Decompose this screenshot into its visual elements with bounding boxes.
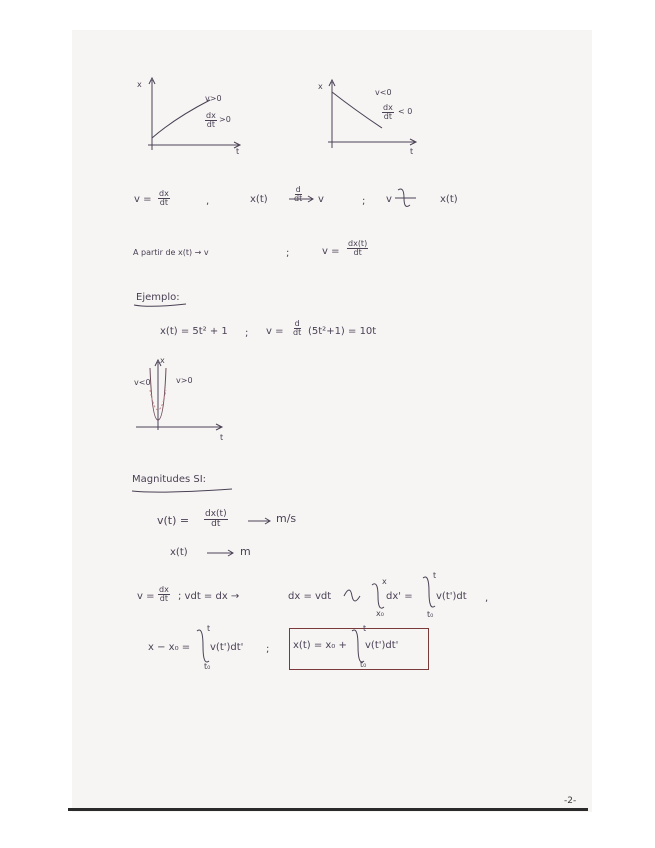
from-x-v-lhs: v = [322,246,340,257]
example-equation: x(t) = 5t² + 1 [160,326,228,337]
example-left-label: v<0 [134,378,151,387]
integral-1 [372,584,384,608]
si-heading: Magnitudes SI: [132,474,207,485]
graph2-x-label: t [410,147,414,156]
graph2-curve [332,92,382,128]
example-graph-x-label: t [220,433,224,442]
si-velocity-frac: $\frac{dx(t)}{dt}$ [205,509,227,530]
example-result: (5t²+1) = 10t [308,326,377,337]
integral-2-lower: t₀ [427,610,434,619]
graph1-derivative-sign: >0 [219,115,231,124]
graph1-y-label: x [137,80,142,89]
graph1-curve [152,100,210,138]
integral-2 [423,577,435,607]
integral-1-upper: x [382,577,387,586]
relations-sep-2: ; [362,196,366,207]
from-x-sep: ; [286,248,290,259]
si-velocity-unit: m/s [276,512,297,525]
integration-frac: $\frac{dx}{dt}$ [159,585,169,604]
graph2-derivative-sign: < 0 [398,107,413,116]
result-integrand: v(t')dt' [210,642,244,653]
boxed-upper: t [363,624,367,633]
integration-trail: , [485,593,489,604]
integration-step-2: dx = vdt [288,591,332,602]
velocity-result: v [318,194,324,205]
from-x-text: A partir de x(t) → v [133,248,209,257]
relations-sep-1: , [206,196,210,207]
integral-1-lower: x₀ [376,609,384,618]
from-x-frac: $\frac{dx(t)}{dt}$ [348,239,368,258]
integration-rhs: v(t')dt [436,591,467,602]
page-number: -2- [564,796,577,806]
boxed-integrand: v(t')dt' [365,640,399,651]
graph1-x-label: t [236,147,240,156]
example-sep: ; [245,328,249,339]
integration-lhs: dx' = [386,591,413,602]
si-velocity-lhs: v(t) = [157,514,190,527]
si-underline [132,489,232,492]
velocity-def-lhs: v = [134,194,152,205]
velocity-symbol: v [386,194,392,205]
example-heading: Ejemplo: [136,292,180,303]
graph2-velocity-label: v<0 [375,88,392,97]
derivative-operator: $\frac{d}{dt}$ [294,185,303,204]
example-graph-y-label: x [160,356,165,365]
x-of-t: x(t) [250,194,268,205]
si-position-unit: m [240,545,251,558]
integration-step-1: ; vdt = dx → [178,591,240,602]
result-sep: ; [266,644,270,655]
graph2-derivative: $\frac{dx}{dt}$ [383,103,393,122]
velocity-def-frac: $\frac{dx}{dt}$ [159,189,169,208]
integral-2-upper: t [433,571,437,580]
integration-v-lhs: v = [137,591,155,602]
result-upper: t [207,624,211,633]
example-v-lhs: v = [266,326,284,337]
si-position-lhs: x(t) [170,547,188,558]
page-bottom-rule [68,808,588,811]
graph1-velocity-label: v>0 [205,94,222,103]
graph1-derivative: $\frac{dx}{dt}$ [206,111,216,130]
result-lower: t₀ [204,662,211,671]
graph2-y-label: x [318,82,323,91]
example-operator: $\frac{d}{dt}$ [293,319,302,338]
example-underline [134,304,186,306]
result-lhs: x − x₀ = [148,642,191,653]
boxed-lower: t₀ [360,660,367,669]
integral-3 [197,630,209,662]
x-of-t-2: x(t) [440,194,458,205]
boxed-lhs: x(t) = x₀ + [293,640,347,651]
example-right-label: v>0 [176,376,193,385]
